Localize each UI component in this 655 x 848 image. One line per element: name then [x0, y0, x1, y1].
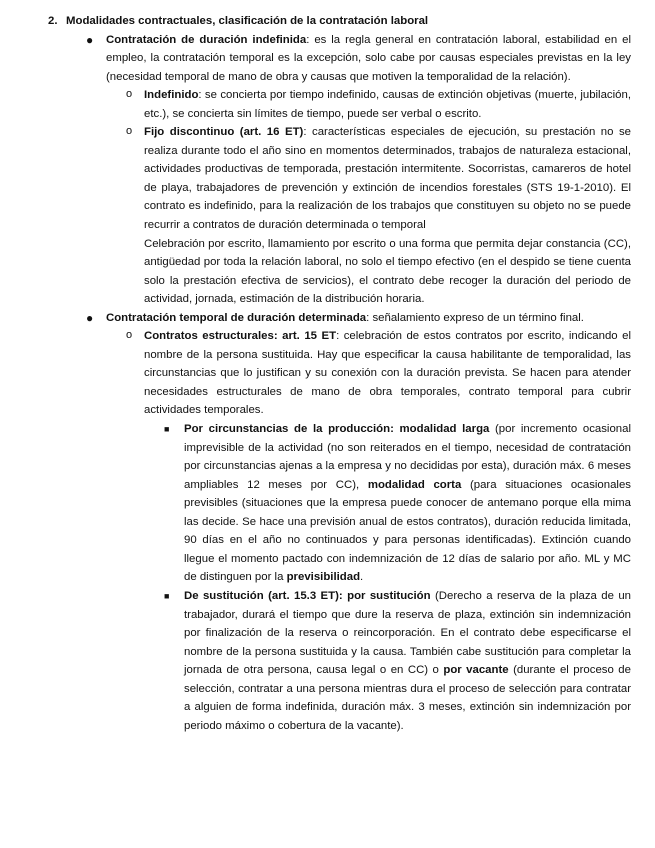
bullet-bold: Contratación temporal de duración determinada — [106, 311, 367, 324]
subsub-sep: : — [390, 423, 400, 436]
subsub-text: (Derecho a reserva de la plaza de un trabajador, durará el tiempo que dure la reserva de plaza, extinción sin indemnización por finalización de la reserva o reincorporación. En el contrato debe especificarse el nombre de la persona sustituida y la causa. También cabe sustitución para completar la jornada de otra persona, causa legal o en CC) o — [184, 589, 632, 677]
subsub-bold: modalidad corta — [367, 478, 462, 491]
subitem-fijo-discontinuo — [0, 123, 631, 308]
square-marker-icon: ■ — [164, 590, 170, 601]
bullet-text: : es la regla general en contratación laboral, estabilidad en el empleo, la contratación temporal es la excepción, solo cabe por causas especiales previstas en la ley (necesidad temporal de mano de obra y causas que motiven la temporalidad de la relación). — [106, 33, 631, 83]
bullet-dot-icon: ● — [86, 32, 94, 47]
subitem-extra-paragraph: Celebración por escrito, llamamiento por escrito o una forma que permita dejar constancia (CC), antigüedad por toda la relación laboral, no solo el tiempo efectivo (en el despido se tiene cuenta solo la prestación efectiva de servicios), el contrato debe recoger la duración del periodo de actividad, jornada, estimación de la distribución horaria. — [144, 237, 631, 306]
circle-marker-icon: o — [126, 125, 133, 138]
bullet-temporal — [0, 309, 631, 328]
subitem-indefinido — [0, 86, 631, 123]
square-marker-icon: ■ — [164, 424, 170, 435]
section-number: 2. — [48, 15, 58, 27]
subitem-bold: Contratos estructurales: art. 15 ET — [144, 330, 337, 343]
subitem-bold: Fijo discontinuo (art. 16 ET) — [144, 126, 304, 139]
subsub-bold: por sustitución — [347, 589, 431, 602]
subitem-text: : se concierta por tiempo indefinido, causas de extinción objetivas (muerte, jubilación, etc.), se concierta sin límites de tiempo, puede ser verbal o escrito. — [144, 89, 631, 120]
subsub-text: (para situaciones ocasionales previsibles (situaciones que la empresa puede conocer de antemano porque ella mima las decide. Se hace una previsión anual de estos contratos), duración reducida limitada, 90 días en el año no continuados y para personas identificadas). Extinción cuando llegue el momento pactado con indemnización de 12 días de salario por año. ML y MC de distinguen por la — [184, 478, 631, 584]
subsub-bold: previsibilidad — [286, 571, 361, 584]
circle-marker-icon: o — [126, 88, 133, 101]
subsub-sep: : — [338, 589, 348, 602]
subitem-text: : características especiales de ejecución, su prestación no se realiza durante todo el año sino en momentos determinados, trabajos de naturaleza estacional, actividades productivas de temporada, prestación intermitente. Socorristas, camareros de hotel de playa, trabajadores de prevención y extinción de incendios forestales (STS 19-1-2010). El contrato es indefinido, para la realización de los trabajos que constituyen su objeto no se puede recurrir a contratos de duración determinada o temporal — [144, 126, 631, 232]
subsub-text: (durante el proceso de selección, contratar a una persona mientras dura el proceso de selección para contratar a alguien de forma indefinida, duración máx. 3 meses, extinción sin indemnización por periodo máximo o cobertura de la vacante). — [184, 664, 631, 732]
bullet-text: : señalamiento expreso de un término final. — [366, 311, 584, 324]
subsub-bold: por vacante — [443, 664, 509, 677]
bullet-indefinida — [0, 31, 631, 87]
subsub-circunstancias-produccion — [0, 420, 631, 587]
subsub-bold: modalidad larga — [399, 423, 490, 436]
bullet-bold: Contratación de duración indefinida — [106, 33, 307, 46]
subsub-bold: Por circunstancias de la producción — [184, 423, 391, 436]
circle-marker-icon: o — [126, 329, 133, 342]
section-heading — [0, 12, 631, 31]
subsub-text: . — [360, 571, 364, 584]
section-title: Modalidades contractuales, clasificación de la contratación laboral — [66, 15, 429, 27]
subitem-text: : celebración de estos contratos por escrito, indicando el nombre de la persona sustituida. Hay que especificar la causa habilitante de temporalidad, las circunstancias que lo justifican y su conexión con la duración prevista. Se hacen para atender necesidades estructurales de mano de obra temporales, contrato temporal para cubrir actividades temporales. — [144, 330, 632, 417]
subsub-sustitucion — [0, 587, 631, 735]
subsub-text: (por incremento ocasional imprevisible de la actividad (no son reiterados en el tiempo, necesidad de contratación por circunstancias ajenas a la empresa y no decididas por esta), duración máx. 6 meses ampliables 12 meses por CC), — [184, 423, 631, 491]
bullet-dot-icon: ● — [86, 310, 94, 325]
subitem-bold: Indefinido — [144, 89, 199, 102]
subitem-estructurales — [0, 327, 631, 420]
subsub-bold: De sustitución (art. 15.3 ET) — [184, 589, 339, 602]
